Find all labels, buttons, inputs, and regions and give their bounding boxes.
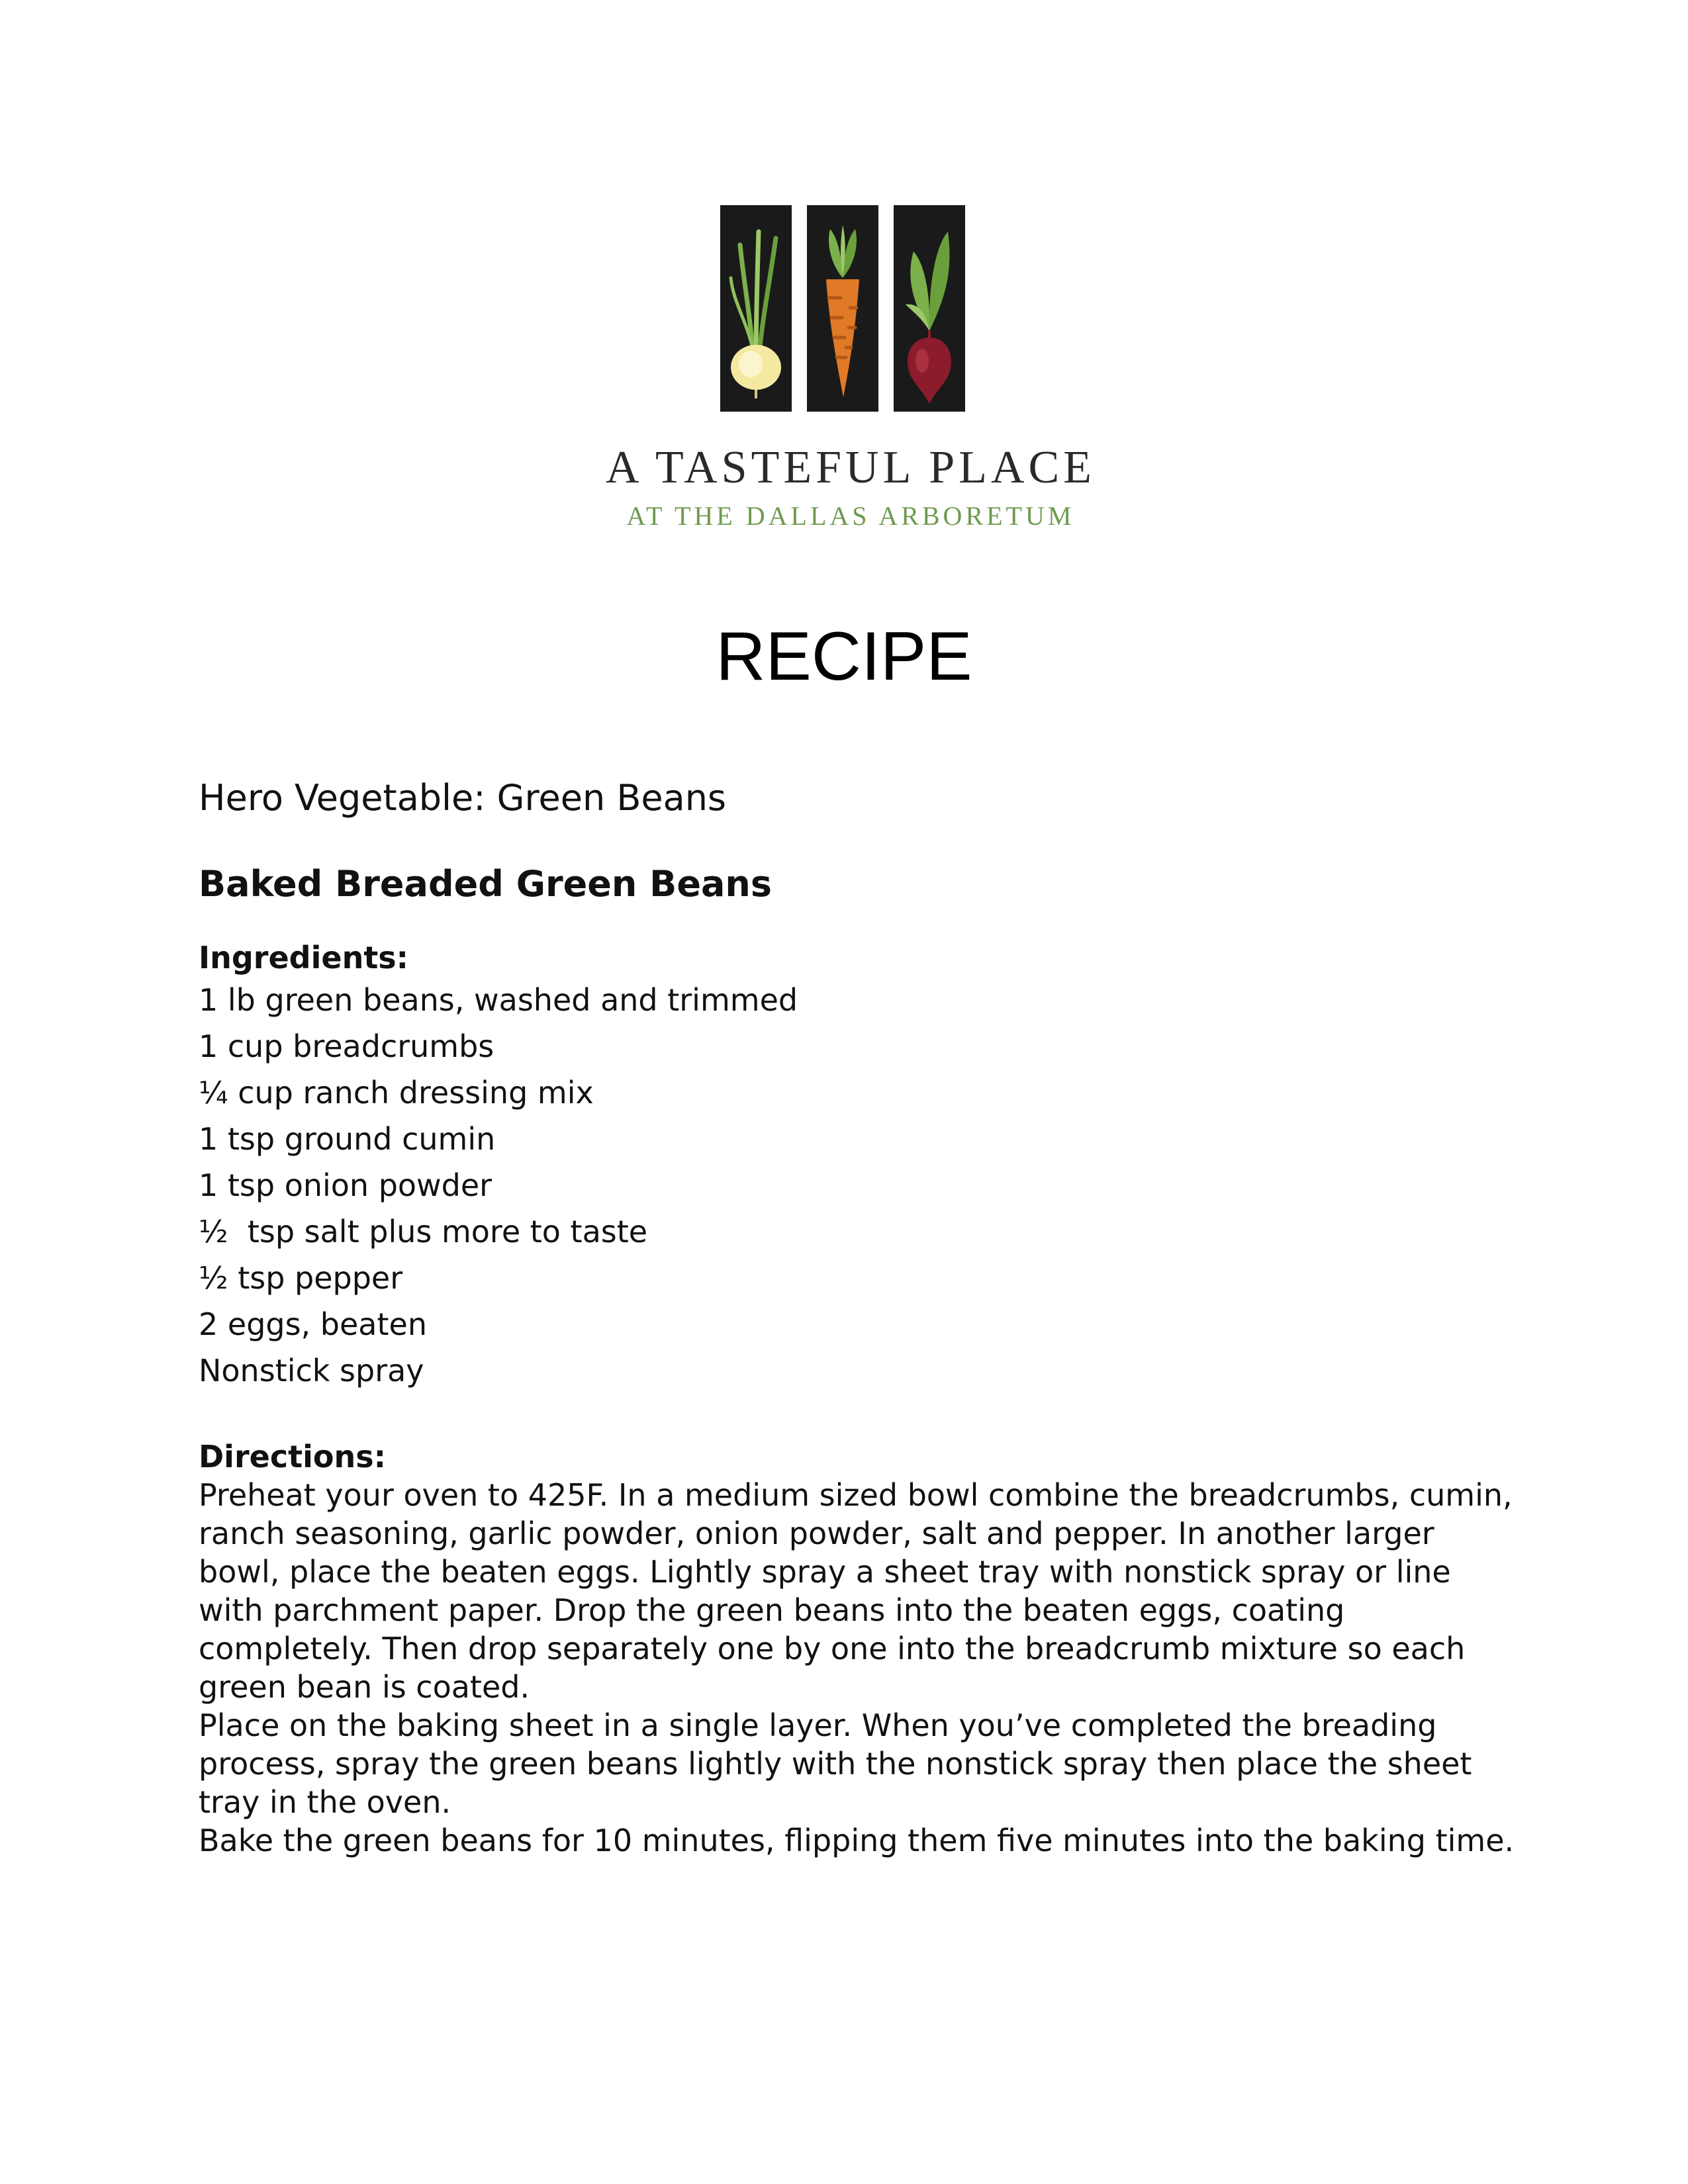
direction-paragraph: Bake the green beans for 10 minutes, flipping them five minutes into the baking time. (199, 1823, 1515, 1858)
logo (720, 205, 965, 412)
hero-vegetable: Hero Vegetable: Green Beans (199, 777, 727, 819)
ingredient-item: ½ tsp pepper (199, 1260, 403, 1296)
onion-icon (720, 205, 792, 412)
direction-paragraph: Preheat your oven to 425F. In a medium sized bowl combine the breadcrumbs, cumin, ranch seasoning, garlic powder, onion powder, salt and pepper. In another larger bowl, place the beaten eggs. Lightly spray a sheet tray with nonstick spray or line with parchment paper. Drop the green beans into the beaten eggs, coating completely. Then drop separately one by one into the breadcrumb mixture so each green bean is coated. (199, 1477, 1513, 1705)
ingredient-item: Nonstick spray (199, 1353, 424, 1388)
ingredients-list (199, 977, 1523, 1394)
ingredient-item: ½ tsp salt plus more to taste (199, 1214, 648, 1250)
ingredient-item: 1 tsp ground cumin (199, 1121, 496, 1157)
ingredient-item: ¼ cup ranch dressing mix (199, 1075, 594, 1111)
recipe-content (199, 774, 1523, 1860)
brand-subtitle: AT THE DALLAS ARBORETUM (626, 501, 1075, 531)
page-title: RECIPE (716, 618, 972, 695)
ingredient-item: 2 eggs, beaten (199, 1306, 427, 1342)
brand-name: A TASTEFUL PLACE (606, 442, 1096, 493)
dish-name: Baked Breaded Green Beans (199, 863, 772, 905)
directions-heading: Directions: (199, 1439, 386, 1475)
directions-body (199, 1476, 1523, 1860)
ingredient-item: 1 cup breadcrumbs (199, 1028, 494, 1064)
ingredient-item: 1 lb green beans, washed and trimmed (199, 982, 798, 1018)
beet-icon (894, 205, 965, 412)
direction-paragraph: Place on the baking sheet in a single layer. When you’ve completed the breading process, spray the green beans lightly with the nonstick spray then place the sheet tray in the oven. (199, 1707, 1472, 1820)
carrot-icon (807, 205, 878, 412)
ingredients-heading: Ingredients: (199, 940, 409, 976)
ingredient-item: 1 tsp onion powder (199, 1167, 492, 1203)
